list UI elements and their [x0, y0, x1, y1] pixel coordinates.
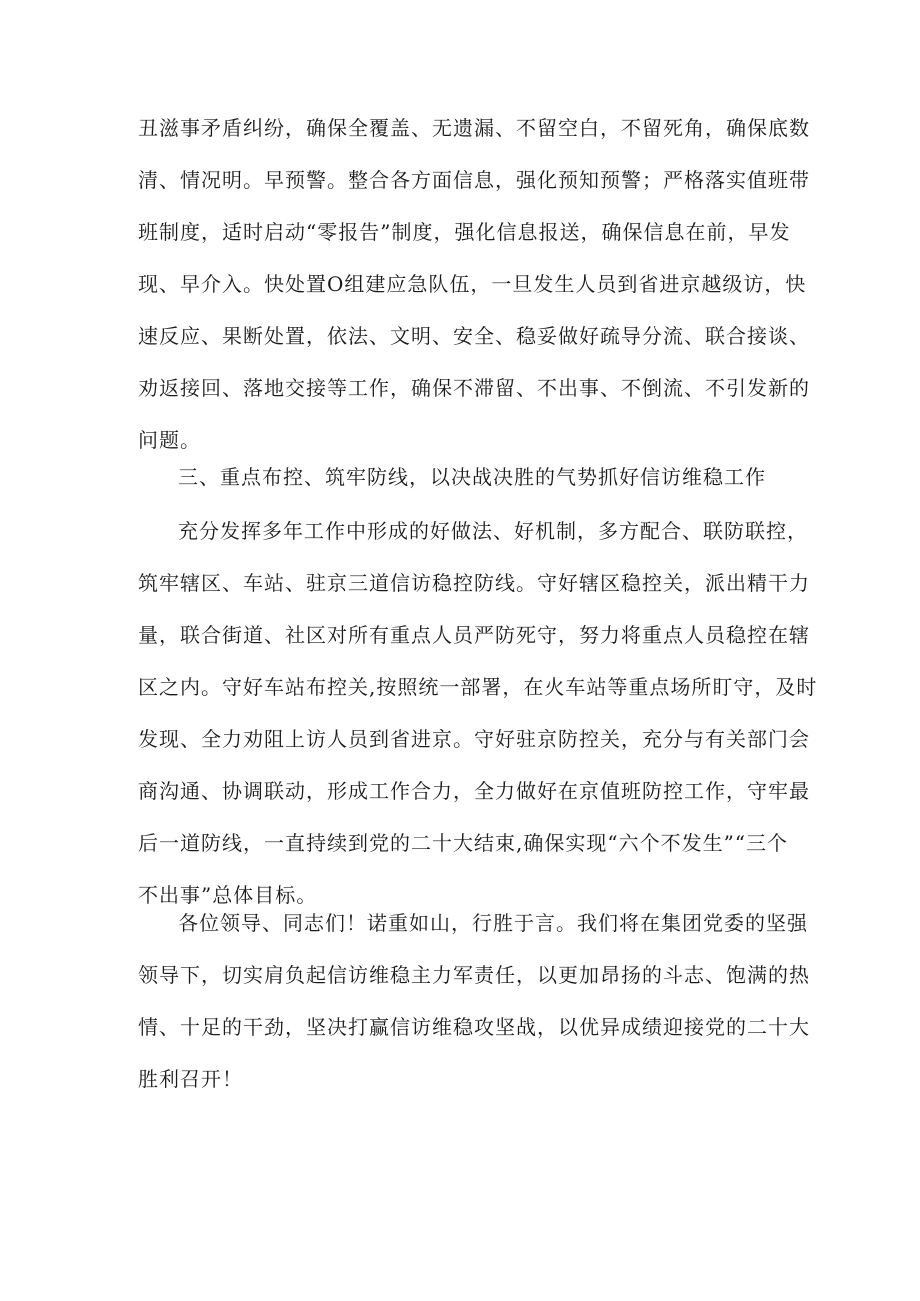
text-line: 发现、全力劝阻上访人员到省进京。守好驻京防控关，充分与有关部门会 [138, 727, 810, 751]
text-line: 现、早介入。快处置O组建应急队伍，一旦发生人员到省进京越级访，快 [138, 272, 807, 296]
text-line: 领导下，切实肩负起信访维稳主力军责任，以更加昂扬的斗志、饱满的热 [138, 963, 810, 987]
text-line: 充分发挥多年工作中形成的好做法、好机制，多方配合、联防联控， [178, 519, 808, 543]
paragraph-closing [138, 911, 810, 1091]
text-line: 不出事”总体目标。 [138, 883, 318, 907]
text-line: 商沟通、协调联动，形成工作合力，全力做好在京值班防控工作，守牢最 [138, 779, 810, 803]
paragraph-defense [138, 519, 818, 907]
text-line: 问题。 [138, 428, 201, 452]
text-line: 班制度，适时启动“零报告”制度，强化信息报送，确保信息在前，早发 [138, 220, 791, 244]
text-line: 各位领导、同志们！诺重如山，行胜于言。我们将在集团党委的坚强 [178, 911, 808, 935]
text-line: 胜利召开！ [138, 1067, 243, 1091]
text-line: 量，联合街道、社区对所有重点人员严防死守，努力将重点人员稳控在辖 [138, 623, 810, 647]
text-line: 劝返接回、落地交接等工作，确保不滞留、不出事、不倒流、不引发新的 [138, 376, 810, 400]
text-line: 清、情况明。早预警。整合各方面信息，强化预知预警；严格落实值班带 [138, 168, 810, 192]
text-line: 情、十足的干劲，坚决打赢信访维稳攻坚战，以优异成绩迎接党的二十大 [138, 1015, 810, 1039]
section-heading [178, 467, 785, 487]
text-line: 区之内。守好车站布控关,按照统一部署，在火车站等重点场所盯守，及时 [138, 675, 818, 699]
text-line: 速反应、果断处置，依法、文明、安全、稳妥做好疏导分流、联合接谈、 [138, 324, 810, 348]
text-line: 后一道防线，一直持续到党的二十大结束,确保实现“六个不发生”“三个 [138, 831, 789, 855]
heading-text: 三、重点布控、筑牢防线，以决战决胜的气势抓好信访维稳工作 [178, 465, 766, 489]
text-line: 丑滋事矛盾纠纷，确保全覆盖、无遗漏、不留空白，不留死角，确保底数 [138, 116, 810, 140]
paragraph-continuation [138, 116, 810, 452]
text-line: 筑牢辖区、车站、驻京三道信访稳控防线。守好辖区稳控关，派出精干力 [138, 571, 810, 595]
